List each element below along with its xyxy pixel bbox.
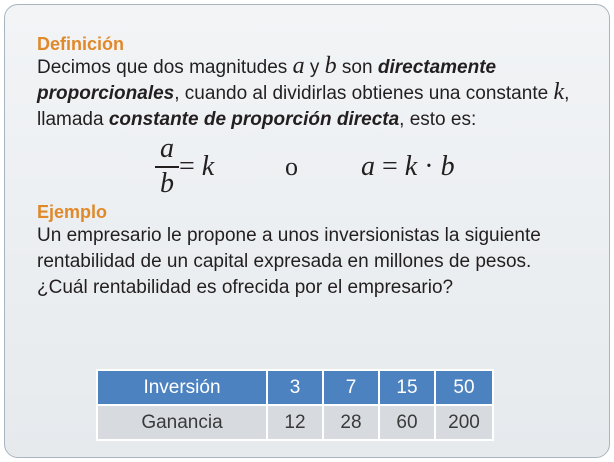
card-content bbox=[37, 33, 577, 301]
table-header-cell: 50 bbox=[435, 370, 493, 405]
eq2-k: k bbox=[404, 151, 418, 182]
equation-2 bbox=[361, 151, 455, 183]
definition-text-part: , llamada bbox=[37, 83, 570, 130]
fraction-a-over-b bbox=[155, 135, 179, 198]
equals-sign: = bbox=[179, 151, 202, 182]
variable-a: a bbox=[292, 53, 305, 79]
example-text: Un empresario le propone a unos inversionistas la siguiente rentabilidad de un capital expresada en millones de pesos. ¿Cuál rentabilidad es ofrecida por el empresario? bbox=[37, 225, 541, 298]
formula-block bbox=[37, 135, 577, 201]
table-row bbox=[97, 405, 493, 440]
variable-b: b bbox=[324, 53, 337, 79]
term-directly-proportional: directamente proporcionales bbox=[37, 57, 497, 104]
constant-k: k bbox=[201, 151, 215, 182]
definition-text-part: Decimos que dos magnitudes bbox=[37, 57, 293, 78]
table-cell: Ganancia bbox=[97, 405, 267, 440]
fraction-denominator: b bbox=[160, 167, 174, 199]
term-proportionality-constant: constante de proporción directa bbox=[108, 109, 400, 130]
variable-k: k bbox=[553, 79, 565, 105]
definition-text-part: son bbox=[336, 57, 378, 78]
example-heading: Ejemplo bbox=[37, 202, 108, 222]
table-header-row bbox=[97, 370, 493, 405]
table-cell: 12 bbox=[267, 405, 323, 440]
table-cell: 60 bbox=[379, 405, 435, 440]
fraction-numerator: a bbox=[160, 133, 174, 164]
equals-sign: = bbox=[375, 151, 405, 182]
definition-text-part: , cuando al dividirlas obtienes una constante bbox=[174, 83, 554, 104]
table-header-cell: Inversión bbox=[97, 370, 267, 405]
table-header-cell: 3 bbox=[267, 370, 323, 405]
formula-connector: o bbox=[285, 152, 298, 181]
table-cell: 200 bbox=[435, 405, 493, 440]
table-header-cell: 15 bbox=[379, 370, 435, 405]
definition-text-part: , esto es: bbox=[399, 109, 477, 130]
table-header-cell: 7 bbox=[323, 370, 379, 405]
multiply-dot: · bbox=[417, 151, 441, 182]
definition-text-part: y bbox=[304, 57, 325, 78]
equation-1-rhs bbox=[179, 151, 214, 183]
investment-table bbox=[96, 369, 494, 441]
eq2-b: b bbox=[440, 151, 455, 182]
eq2-a: a bbox=[361, 151, 375, 182]
definition-heading: Definición bbox=[37, 34, 125, 54]
table-cell: 28 bbox=[323, 405, 379, 440]
definition-text bbox=[37, 55, 577, 133]
